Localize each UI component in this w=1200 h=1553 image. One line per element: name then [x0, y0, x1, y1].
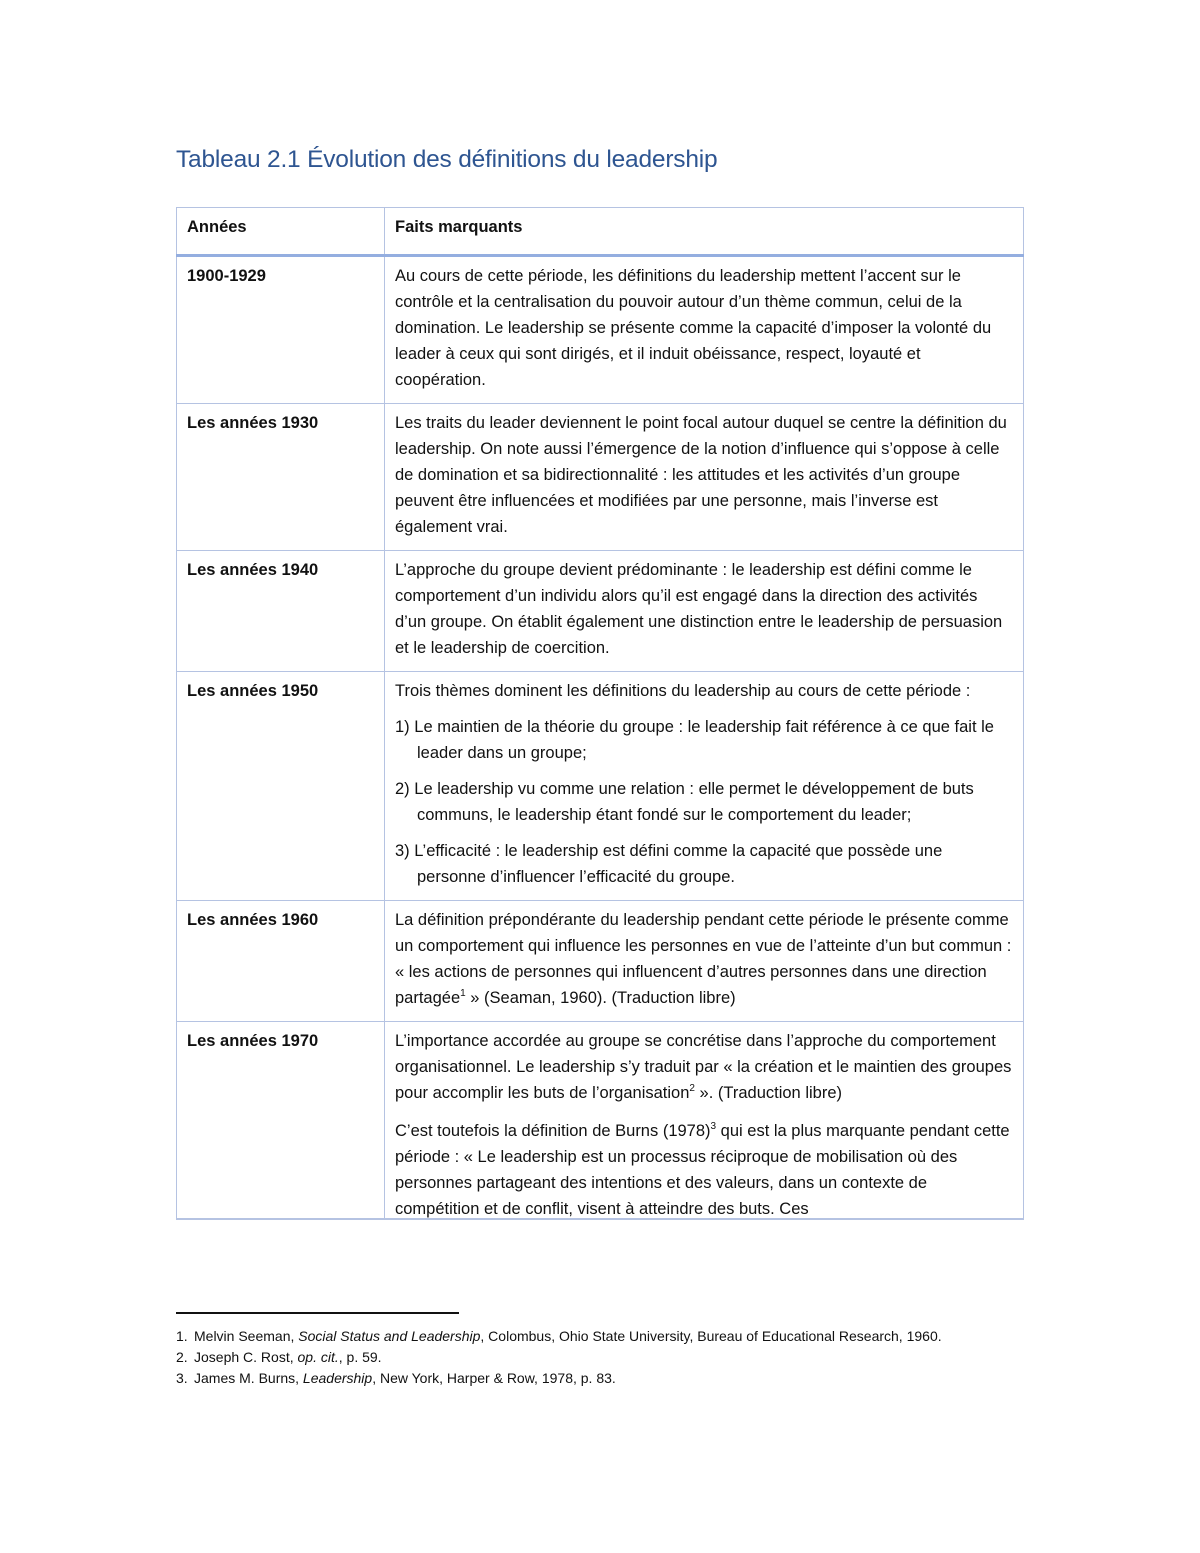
header-years: Années [177, 208, 385, 256]
footnote-author: James M. Burns, [194, 1370, 303, 1386]
theme-list [395, 714, 1013, 890]
table-row [177, 901, 1024, 1022]
quote-text: La définition prépondérante du leadership pendant cette période le présente comme un comportement qui influence les personnes en vue de l’atteinte d’un but commun : « les actions de personnes qui influencent d’autres personnes dans une direction partagée [395, 911, 1012, 1007]
list-item-text: L’efficacité : le leadership est défini comme la capacité que possède une personne d’influencer l’efficacité du groupe. [414, 842, 943, 886]
footnote [176, 1326, 1036, 1347]
row-paragraph: Au cours de cette période, les définitions du leadership mettent l’accent sur le contrôle et la centralisation du pouvoir autour d’un thème commun, celui de la domination. Le leadership se présente comme la capacité d’imposer la volonté du leader à ceux qui sont dirigés, et il induit obéissance, respect, loyauté et coopération. [395, 267, 992, 389]
quote-citation: » (Seaman, 1960). (Traduction libre) [465, 989, 736, 1007]
row-intro: Trois thèmes dominent les définitions du leadership au cours de cette période : [395, 682, 971, 700]
row-paragraph [395, 1118, 1013, 1222]
footnote-ref[interactable]: 1 [460, 988, 466, 999]
footnote-ref[interactable]: 2 [689, 1083, 695, 1094]
row-year: Les années 1930 [177, 404, 385, 551]
footnotes [176, 1326, 1036, 1389]
paragraph-text: C’est toutefois la définition de Burns (1978) [395, 1122, 711, 1140]
row-year: 1900-1929 [177, 256, 385, 404]
list-item-number: 1) [395, 718, 410, 736]
row-description [385, 901, 1024, 1022]
footnote-author: Melvin Seeman, [194, 1328, 299, 1344]
row-year: Les années 1960 [177, 901, 385, 1022]
row-description [385, 256, 1024, 404]
leadership-definitions-table [176, 207, 1024, 1220]
footnote-ref[interactable]: 3 [710, 1121, 717, 1132]
row-year: Les années 1940 [177, 551, 385, 672]
footnote-details: , p. 59. [338, 1349, 382, 1365]
list-item [395, 776, 1013, 828]
paragraph-text: L’importance accordée au groupe se concrétise dans l’approche du comportement organisationnel. Le leadership s’y traduit par « la création et le maintien des groupes pour accomplir les buts de l’organisation [395, 1032, 1012, 1102]
header-key-facts: Faits marquants [385, 208, 1024, 256]
row-paragraph: Les traits du leader deviennent le point focal autour duquel se centre la définition du leadership. On note aussi l’émergence de la notion d’influence qui s’oppose à celle de domination et sa bidirectionnalité : les attitudes et les activités d’un groupe peuvent être influencées et modifiées par une personne, mais l’inverse est également vrai. [395, 414, 1007, 536]
row-year: Les années 1970 [177, 1022, 385, 1220]
row-description [385, 1022, 1024, 1220]
footnote-title: Social Status and Leadership [298, 1328, 481, 1344]
list-item [395, 838, 1013, 890]
row-description [385, 404, 1024, 551]
paragraph-text-end: ». (Traduction libre) [694, 1084, 842, 1102]
table-title: Tableau 2.1 Évolution des définitions du leadership [176, 146, 718, 173]
list-item-number: 2) [395, 780, 410, 798]
footnote-details: , New York, Harper & Row, 1978, p. 83. [372, 1370, 616, 1386]
footnote-number: 3. [176, 1370, 188, 1386]
table-row [177, 256, 1024, 404]
row-description [385, 551, 1024, 672]
continued-paragraph-clip [395, 1118, 1013, 1218]
footnote-details: , Colombus, Ohio State University, Bureau of Educational Research, 1960. [480, 1328, 942, 1344]
row-year: Les années 1950 [177, 672, 385, 901]
footnote-title: op. cit. [297, 1349, 339, 1365]
table-row [177, 551, 1024, 672]
row-description [385, 672, 1024, 901]
table-row [177, 672, 1024, 901]
table-header-row [177, 208, 1024, 256]
list-item-text: Le leadership vu comme une relation : elle permet le développement de buts communs, le leadership étant fondé sur le comportement du leader; [414, 780, 974, 824]
row-paragraph [395, 1028, 1013, 1106]
table-row [177, 1022, 1024, 1220]
footnote-number: 1. [176, 1328, 188, 1344]
footnote [176, 1368, 1036, 1389]
footnote-author: Joseph C. Rost, [194, 1349, 298, 1365]
list-item [395, 714, 1013, 766]
list-item-number: 3) [395, 842, 410, 860]
row-paragraph [395, 907, 1013, 1011]
table-row [177, 404, 1024, 551]
footnote [176, 1347, 1036, 1368]
footnote-title: Leadership [302, 1370, 373, 1386]
list-item-text: Le maintien de la théorie du groupe : le leadership fait référence à ce que fait le leader dans un groupe; [414, 718, 994, 762]
row-paragraph: L’approche du groupe devient prédominante : le leadership est défini comme le comportement d’un individu alors qu’il est engagé dans la direction des activités d’un groupe. On établit également une distinction entre le leadership de persuasion et le leadership de coercition. [395, 561, 1003, 657]
footnote-separator [176, 1312, 459, 1314]
footnote-number: 2. [176, 1349, 188, 1365]
paragraph-text-end: qui est la plus marquante pendant cette période : « Le leadership est un processus réciproque de mobilisation où des personnes partageant des intentions et des valeurs, dans un contexte de compétition et de conflit, visent à atteindre des buts. Ces [395, 1122, 1010, 1218]
